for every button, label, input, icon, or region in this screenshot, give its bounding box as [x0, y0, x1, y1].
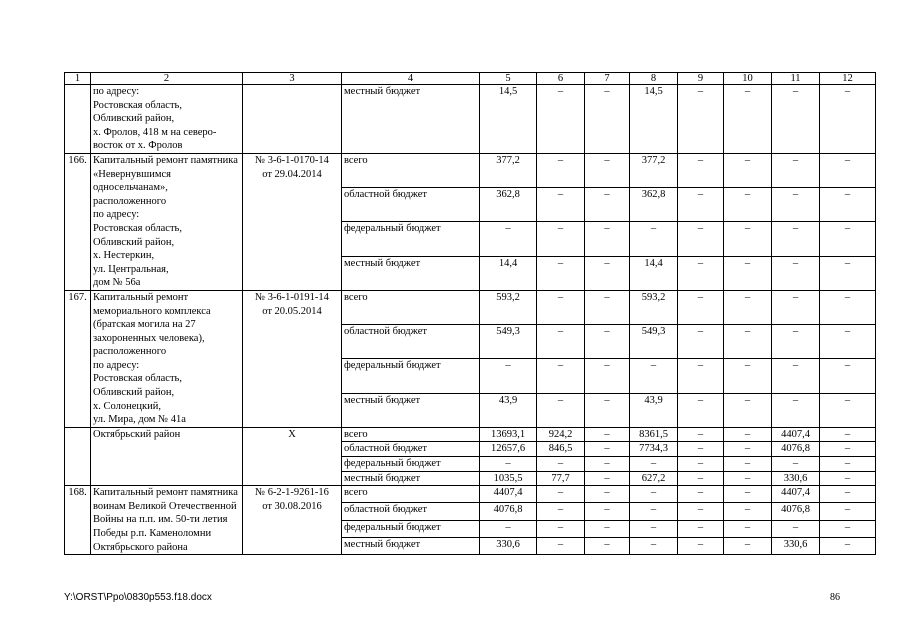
amount-cell: –: [537, 503, 585, 520]
amount-cell: –: [585, 359, 630, 393]
funding-source: всего: [342, 486, 480, 503]
amount-cell: –: [630, 359, 678, 393]
item-number: 166.: [65, 153, 91, 290]
amount-cell: –: [724, 486, 772, 503]
funding-source: областной бюджет: [342, 442, 480, 457]
amount-cell: –: [537, 188, 585, 222]
amount-cell: 8361,5: [630, 427, 678, 442]
document-ref: № 6-2-1-9261-16 от 30.08.2016: [243, 486, 342, 555]
amount-cell: –: [678, 427, 724, 442]
amount-cell: –: [585, 486, 630, 503]
funding-source: местный бюджет: [342, 393, 480, 427]
amount-cell: 362,8: [480, 188, 537, 222]
amount-cell: –: [724, 153, 772, 187]
amount-cell: 7734,3: [630, 442, 678, 457]
amount-cell: –: [724, 85, 772, 154]
amount-cell: –: [772, 85, 820, 154]
amount-cell: 4076,8: [772, 503, 820, 520]
header-cell: 3: [243, 73, 342, 85]
amount-cell: –: [724, 290, 772, 324]
funding-source: всего: [342, 153, 480, 187]
amount-cell: –: [585, 537, 630, 554]
amount-cell: 13693,1: [480, 427, 537, 442]
funding-source: областной бюджет: [342, 325, 480, 359]
amount-cell: 4076,8: [772, 442, 820, 457]
amount-cell: –: [772, 290, 820, 324]
amount-cell: –: [585, 457, 630, 472]
amount-cell: –: [678, 359, 724, 393]
object-name: Октябрьский район: [91, 427, 243, 485]
amount-cell: –: [820, 153, 876, 187]
amount-cell: –: [724, 427, 772, 442]
amount-cell: –: [724, 188, 772, 222]
header-cell: 5: [480, 73, 537, 85]
amount-cell: –: [772, 325, 820, 359]
amount-cell: –: [724, 457, 772, 472]
amount-cell: –: [772, 359, 820, 393]
item-number: [65, 427, 91, 485]
amount-cell: 14,5: [630, 85, 678, 154]
amount-cell: –: [537, 486, 585, 503]
amount-cell: 330,6: [772, 471, 820, 486]
header-cell: 10: [724, 73, 772, 85]
amount-cell: –: [537, 520, 585, 537]
amount-cell: 330,6: [480, 537, 537, 554]
amount-cell: –: [820, 290, 876, 324]
amount-cell: –: [820, 256, 876, 290]
amount-cell: –: [724, 393, 772, 427]
header-row: [65, 73, 876, 85]
funding-source: федеральный бюджет: [342, 457, 480, 472]
amount-cell: –: [537, 153, 585, 187]
amount-cell: 43,9: [630, 393, 678, 427]
amount-cell: 14,4: [480, 256, 537, 290]
amount-cell: –: [772, 256, 820, 290]
amount-cell: –: [630, 486, 678, 503]
amount-cell: –: [724, 471, 772, 486]
amount-cell: 549,3: [480, 325, 537, 359]
funding-source: всего: [342, 290, 480, 324]
amount-cell: –: [537, 359, 585, 393]
amount-cell: –: [820, 188, 876, 222]
amount-cell: 362,8: [630, 188, 678, 222]
amount-cell: –: [678, 188, 724, 222]
amount-cell: –: [585, 153, 630, 187]
amount-cell: –: [678, 486, 724, 503]
amount-cell: –: [537, 290, 585, 324]
amount-cell: –: [678, 325, 724, 359]
funding-source: местный бюджет: [342, 537, 480, 554]
document-ref: № 3-6-1-0170-14 от 29.04.2014: [243, 153, 342, 290]
amount-cell: 4407,4: [480, 486, 537, 503]
header-cell: 9: [678, 73, 724, 85]
amount-cell: –: [724, 325, 772, 359]
amount-cell: –: [678, 393, 724, 427]
amount-cell: –: [820, 393, 876, 427]
document-ref: X: [243, 427, 342, 485]
document-ref: № 3-6-1-0191-14 от 20.05.2014: [243, 290, 342, 427]
amount-cell: 77,7: [537, 471, 585, 486]
amount-cell: –: [585, 503, 630, 520]
object-name: Капитальный ремонт памятника «Невернувшимся односельчанам», расположенного по адресу: Ростовская область, Обливский район, х. Нестеркин, ул. Центральная, дом № 56а: [91, 153, 243, 290]
amount-cell: –: [772, 153, 820, 187]
amount-cell: –: [678, 222, 724, 256]
amount-cell: 4076,8: [480, 503, 537, 520]
amount-cell: –: [585, 520, 630, 537]
amount-cell: –: [820, 442, 876, 457]
budget-table: [64, 72, 876, 555]
amount-cell: –: [678, 457, 724, 472]
header-cell: 2: [91, 73, 243, 85]
table-row: [65, 427, 876, 442]
amount-cell: –: [630, 537, 678, 554]
object-name: Капитальный ремонт мемориального комплекса (братская могила на 27 захороненных человека), расположенного по адресу: Ростовская область, Обливский район, х. Солонецкий, ул. Мира, дом № 41а: [91, 290, 243, 427]
amount-cell: –: [678, 471, 724, 486]
amount-cell: –: [585, 256, 630, 290]
amount-cell: 593,2: [630, 290, 678, 324]
amount-cell: –: [724, 256, 772, 290]
amount-cell: –: [630, 222, 678, 256]
header-cell: 4: [342, 73, 480, 85]
amount-cell: –: [630, 520, 678, 537]
amount-cell: 14,4: [630, 256, 678, 290]
amount-cell: –: [820, 486, 876, 503]
amount-cell: –: [772, 222, 820, 256]
funding-source: всего: [342, 427, 480, 442]
amount-cell: –: [724, 503, 772, 520]
funding-source: областной бюджет: [342, 188, 480, 222]
amount-cell: –: [678, 153, 724, 187]
item-number: [65, 85, 91, 154]
document-ref: [243, 85, 342, 154]
amount-cell: 593,2: [480, 290, 537, 324]
amount-cell: –: [820, 503, 876, 520]
amount-cell: –: [820, 359, 876, 393]
amount-cell: 4407,4: [772, 486, 820, 503]
amount-cell: –: [585, 222, 630, 256]
amount-cell: –: [480, 222, 537, 256]
table-row: [65, 85, 876, 154]
amount-cell: –: [537, 85, 585, 154]
amount-cell: –: [678, 442, 724, 457]
funding-source: местный бюджет: [342, 256, 480, 290]
amount-cell: –: [820, 222, 876, 256]
header-cell: 11: [772, 73, 820, 85]
amount-cell: 377,2: [480, 153, 537, 187]
amount-cell: –: [585, 427, 630, 442]
amount-cell: –: [820, 325, 876, 359]
funding-source: федеральный бюджет: [342, 359, 480, 393]
amount-cell: 43,9: [480, 393, 537, 427]
header-cell: 7: [585, 73, 630, 85]
amount-cell: –: [678, 520, 724, 537]
amount-cell: –: [724, 222, 772, 256]
amount-cell: –: [820, 427, 876, 442]
amount-cell: –: [772, 457, 820, 472]
amount-cell: –: [630, 503, 678, 520]
amount-cell: –: [678, 256, 724, 290]
amount-cell: –: [772, 393, 820, 427]
amount-cell: 12657,6: [480, 442, 537, 457]
header-cell: 12: [820, 73, 876, 85]
funding-source: местный бюджет: [342, 85, 480, 154]
amount-cell: 377,2: [630, 153, 678, 187]
amount-cell: –: [537, 256, 585, 290]
amount-cell: –: [480, 457, 537, 472]
amount-cell: –: [724, 359, 772, 393]
amount-cell: –: [678, 503, 724, 520]
funding-source: местный бюджет: [342, 471, 480, 486]
amount-cell: –: [820, 520, 876, 537]
table-row: [65, 290, 876, 324]
amount-cell: –: [537, 222, 585, 256]
amount-cell: 14,5: [480, 85, 537, 154]
page-number: 86: [830, 592, 840, 603]
amount-cell: –: [585, 188, 630, 222]
amount-cell: –: [537, 325, 585, 359]
amount-cell: –: [537, 457, 585, 472]
amount-cell: –: [585, 290, 630, 324]
amount-cell: –: [630, 457, 678, 472]
header-cell: 1: [65, 73, 91, 85]
amount-cell: –: [772, 188, 820, 222]
amount-cell: –: [820, 537, 876, 554]
header-cell: 6: [537, 73, 585, 85]
amount-cell: –: [678, 290, 724, 324]
amount-cell: 549,3: [630, 325, 678, 359]
object-name: Капитальный ремонт памятника воинам Великой Отечественной Войны на п.п. им. 50-ти летия Победы р.п. Каменоломни Октябрьского района: [91, 486, 243, 555]
item-number: 167.: [65, 290, 91, 427]
amount-cell: –: [820, 85, 876, 154]
amount-cell: –: [480, 359, 537, 393]
amount-cell: –: [820, 457, 876, 472]
object-name: по адресу: Ростовская область, Обливский район, х. Фролов, 418 м на северо-восток от х. Фролов: [91, 85, 243, 154]
table-row: [65, 486, 876, 503]
amount-cell: 4407,4: [772, 427, 820, 442]
footer-file-path: Y:\ORST\Ppo\0830p553.f18.docx: [64, 592, 212, 603]
funding-source: федеральный бюджет: [342, 520, 480, 537]
amount-cell: –: [585, 442, 630, 457]
amount-cell: 330,6: [772, 537, 820, 554]
amount-cell: –: [724, 520, 772, 537]
amount-cell: –: [724, 442, 772, 457]
amount-cell: –: [537, 393, 585, 427]
amount-cell: –: [585, 85, 630, 154]
amount-cell: 1035,5: [480, 471, 537, 486]
table-row: [65, 153, 876, 187]
amount-cell: 846,5: [537, 442, 585, 457]
amount-cell: –: [585, 393, 630, 427]
funding-source: федеральный бюджет: [342, 222, 480, 256]
amount-cell: –: [585, 325, 630, 359]
amount-cell: –: [537, 537, 585, 554]
amount-cell: –: [772, 520, 820, 537]
amount-cell: –: [678, 85, 724, 154]
funding-source: областной бюджет: [342, 503, 480, 520]
amount-cell: –: [480, 520, 537, 537]
amount-cell: –: [724, 537, 772, 554]
amount-cell: –: [820, 471, 876, 486]
amount-cell: –: [678, 537, 724, 554]
amount-cell: 924,2: [537, 427, 585, 442]
amount-cell: –: [585, 471, 630, 486]
header-cell: 8: [630, 73, 678, 85]
amount-cell: 627,2: [630, 471, 678, 486]
item-number: 168.: [65, 486, 91, 555]
